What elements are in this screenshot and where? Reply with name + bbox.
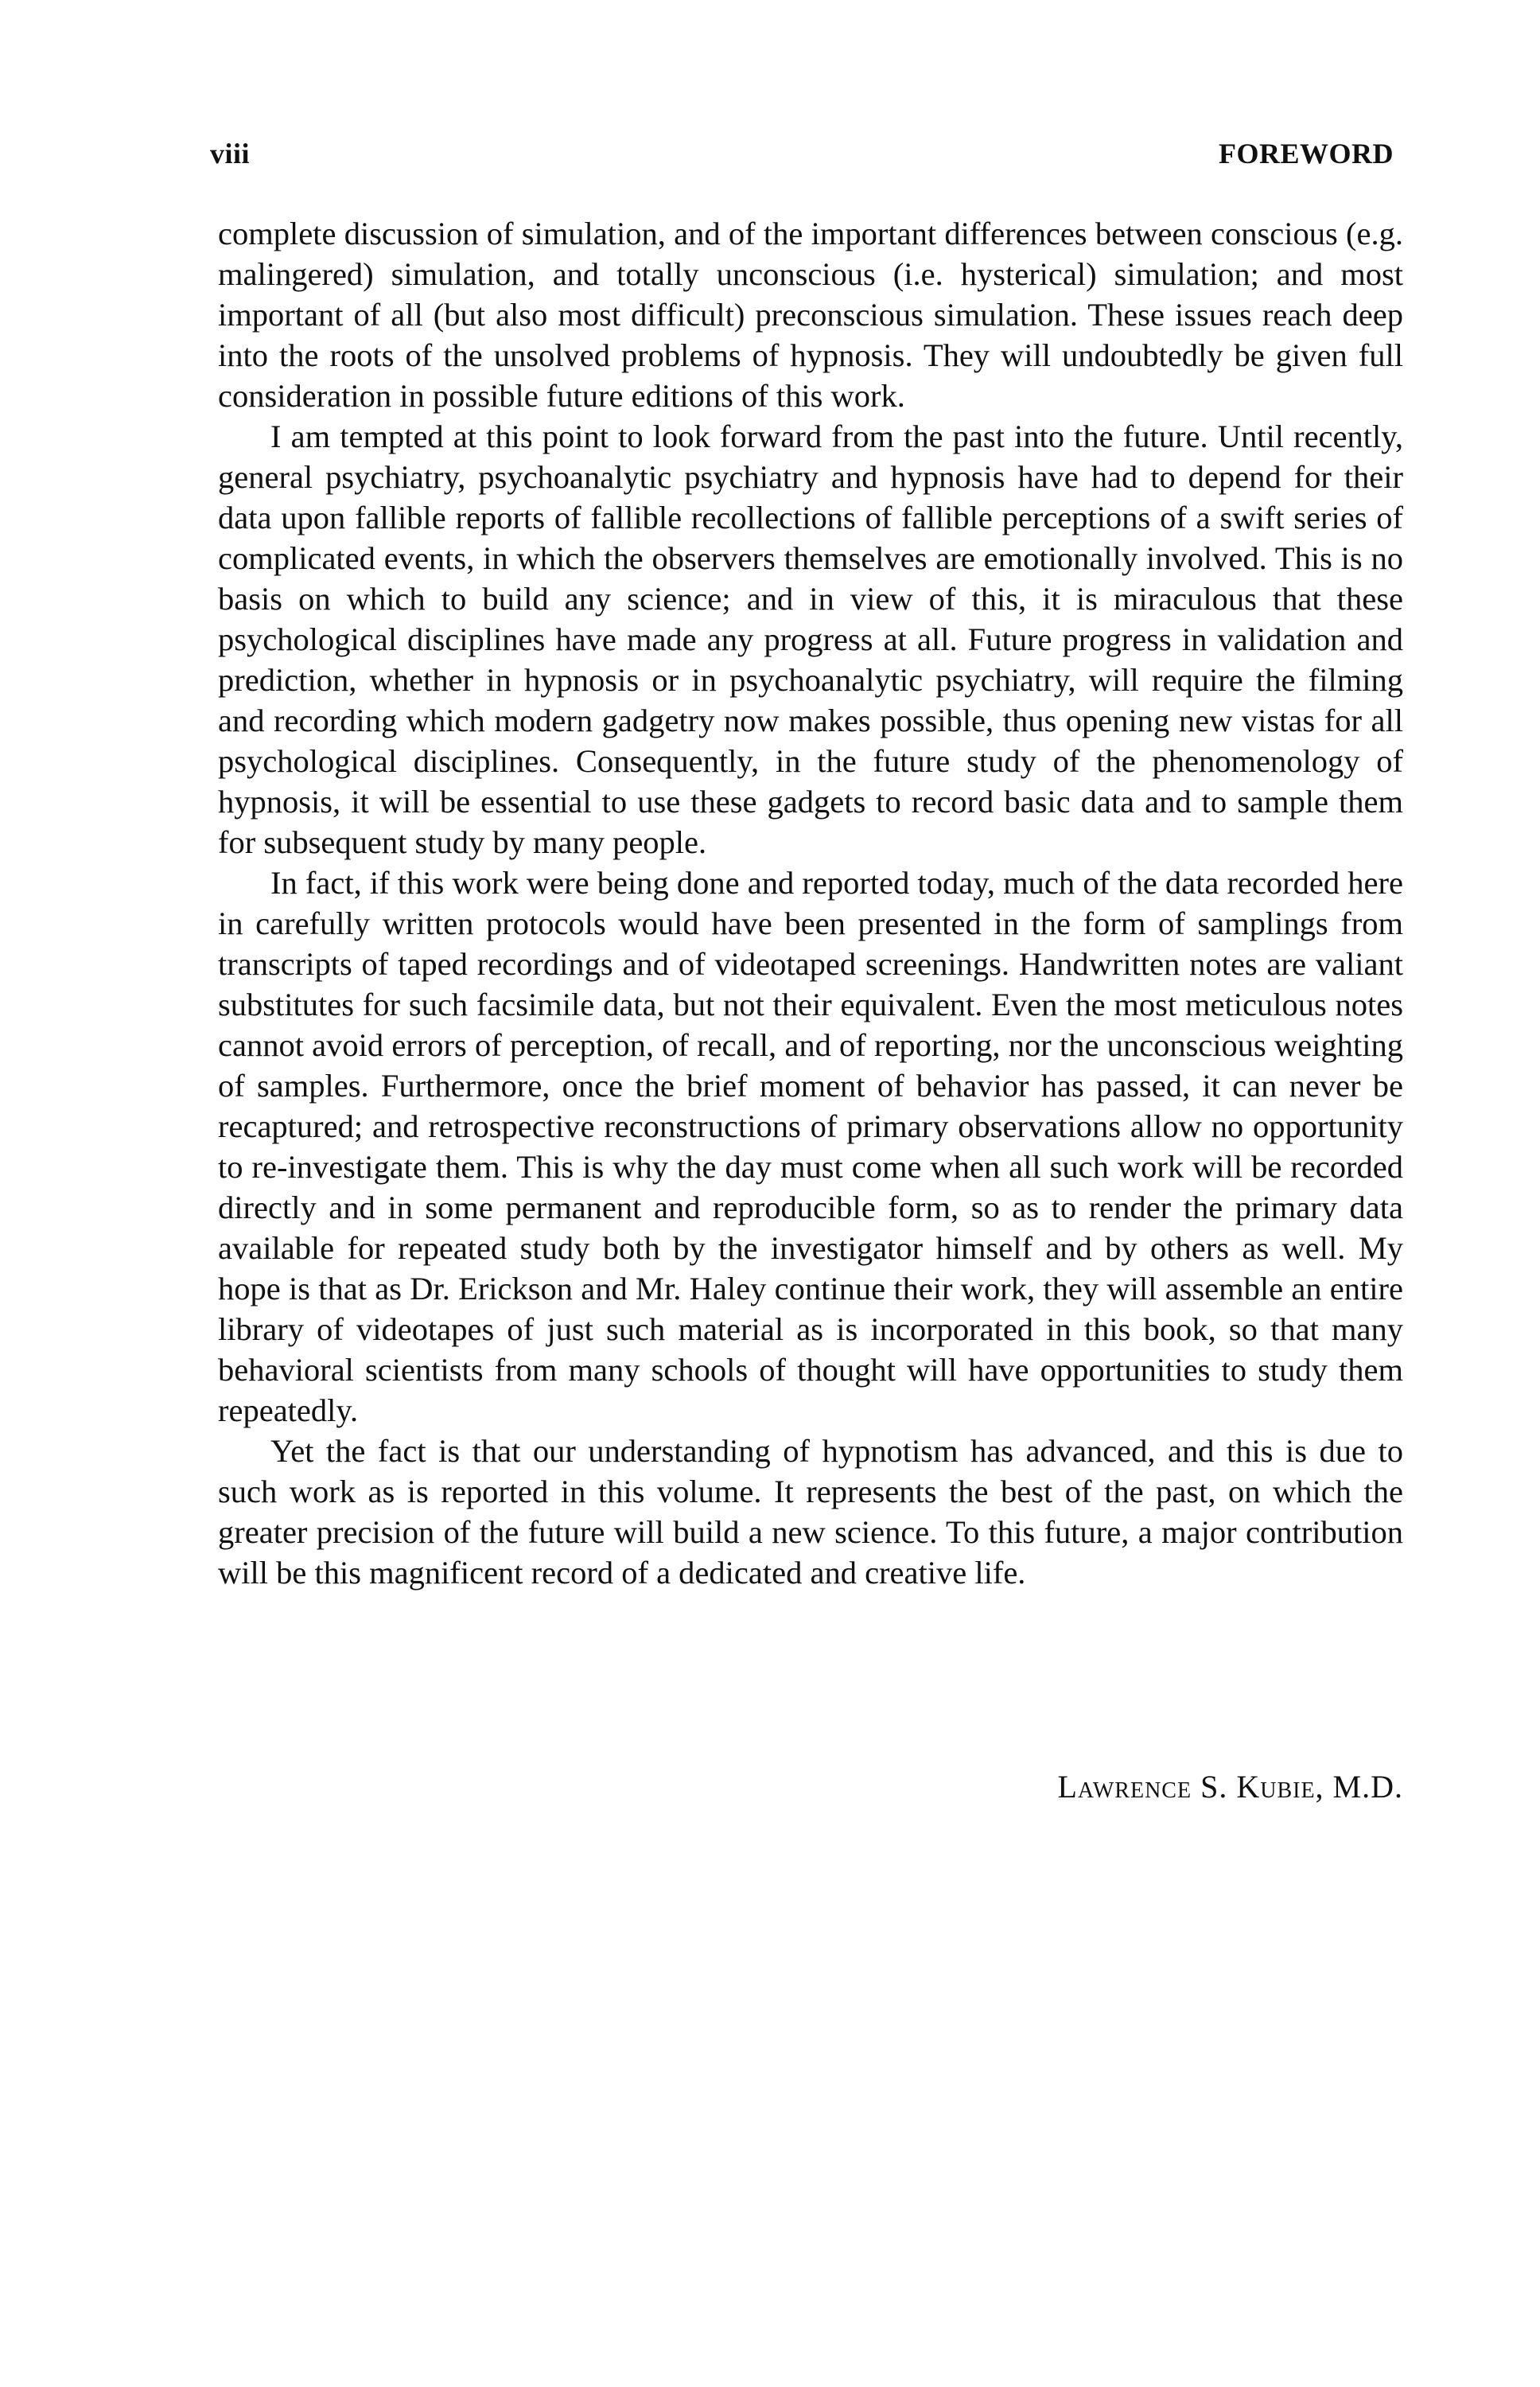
page-number: viii (210, 138, 251, 169)
paragraph-recordings: In fact, if this work were being done and reported today, much of the data recorded here in carefully written protocols would have been presented in the form of samplings from transcripts of taped recordings and of videotaped screenings. Handwritten notes are valiant substitutes for such facsimile data, but not their equivalent. Even the most meticulous notes cannot avoid errors of perception, of recall, and of reporting, nor the unconscious weighting of samples. Furthermore, once the brief moment of behavior has passed, it can never be recaptured; and retrospective reconstructions of primary observations allow no opportunity to re-investigate them. This is why the day must come when all such work will be recorded directly and in some permanent and reproducible form, so as to render the primary data available for repeated study both by the investigator himself and by others as well. My hope is that as Dr. Erickson and Mr. Haley continue their work, they will assemble an entire library of videotapes of just such material as is incorporated in this book, so that many behavioral scientists from many schools of thought will have opportunities to study them repeatedly. (218, 865, 1403, 1428)
paragraph-continued: complete discussion of simulation, and of the important differences between conscious (e.g. malingered) simulation, and totally unconscious (i.e. hysterical) simulation; and most important of all (but also most difficult) preconscious simulation. These issues reach deep into the roots of the unsolved problems of hypnosis. They will undoubtedly be given full consideration in possible future editions of this work. (218, 216, 1403, 414)
foreword-body (218, 213, 1403, 1593)
running-head (210, 137, 1394, 185)
section-title: FOREWORD (1219, 138, 1394, 169)
author-signature: Lawrence S. Kubie, M.D. (1057, 1769, 1403, 1805)
paragraph-conclusion: Yet the fact is that our understanding of hypnotism has advanced, and this is due to such work as is reported in this volume. It represents the best of the past, on which the greater precision of the future will build a new science. To this future, a major contribution will be this magnificent record of a dedicated and creative life. (218, 1433, 1403, 1591)
paragraph-future: I am tempted at this point to look forward from the past into the future. Until recently, general psychiatry, psychoanalytic psychiatry and hypnosis have had to depend for their data upon fallible reports of fallible recollections of fallible perceptions of a swift series of complicated events, in which the observers themselves are emotionally involved. This is no basis on which to build any science; and in view of this, it is miraculous that these psychological disciplines have made any progress at all. Future progress in validation and prediction, whether in hypnosis or in psychoanalytic psychiatry, will require the filming and recording which modern gadgetry now makes possible, thus opening new vistas for all psychological disciplines. Consequently, in the future study of the phenomenology of hypnosis, it will be essential to use these gadgets to record basic data and to sample them for subsequent study by many people. (218, 419, 1403, 860)
